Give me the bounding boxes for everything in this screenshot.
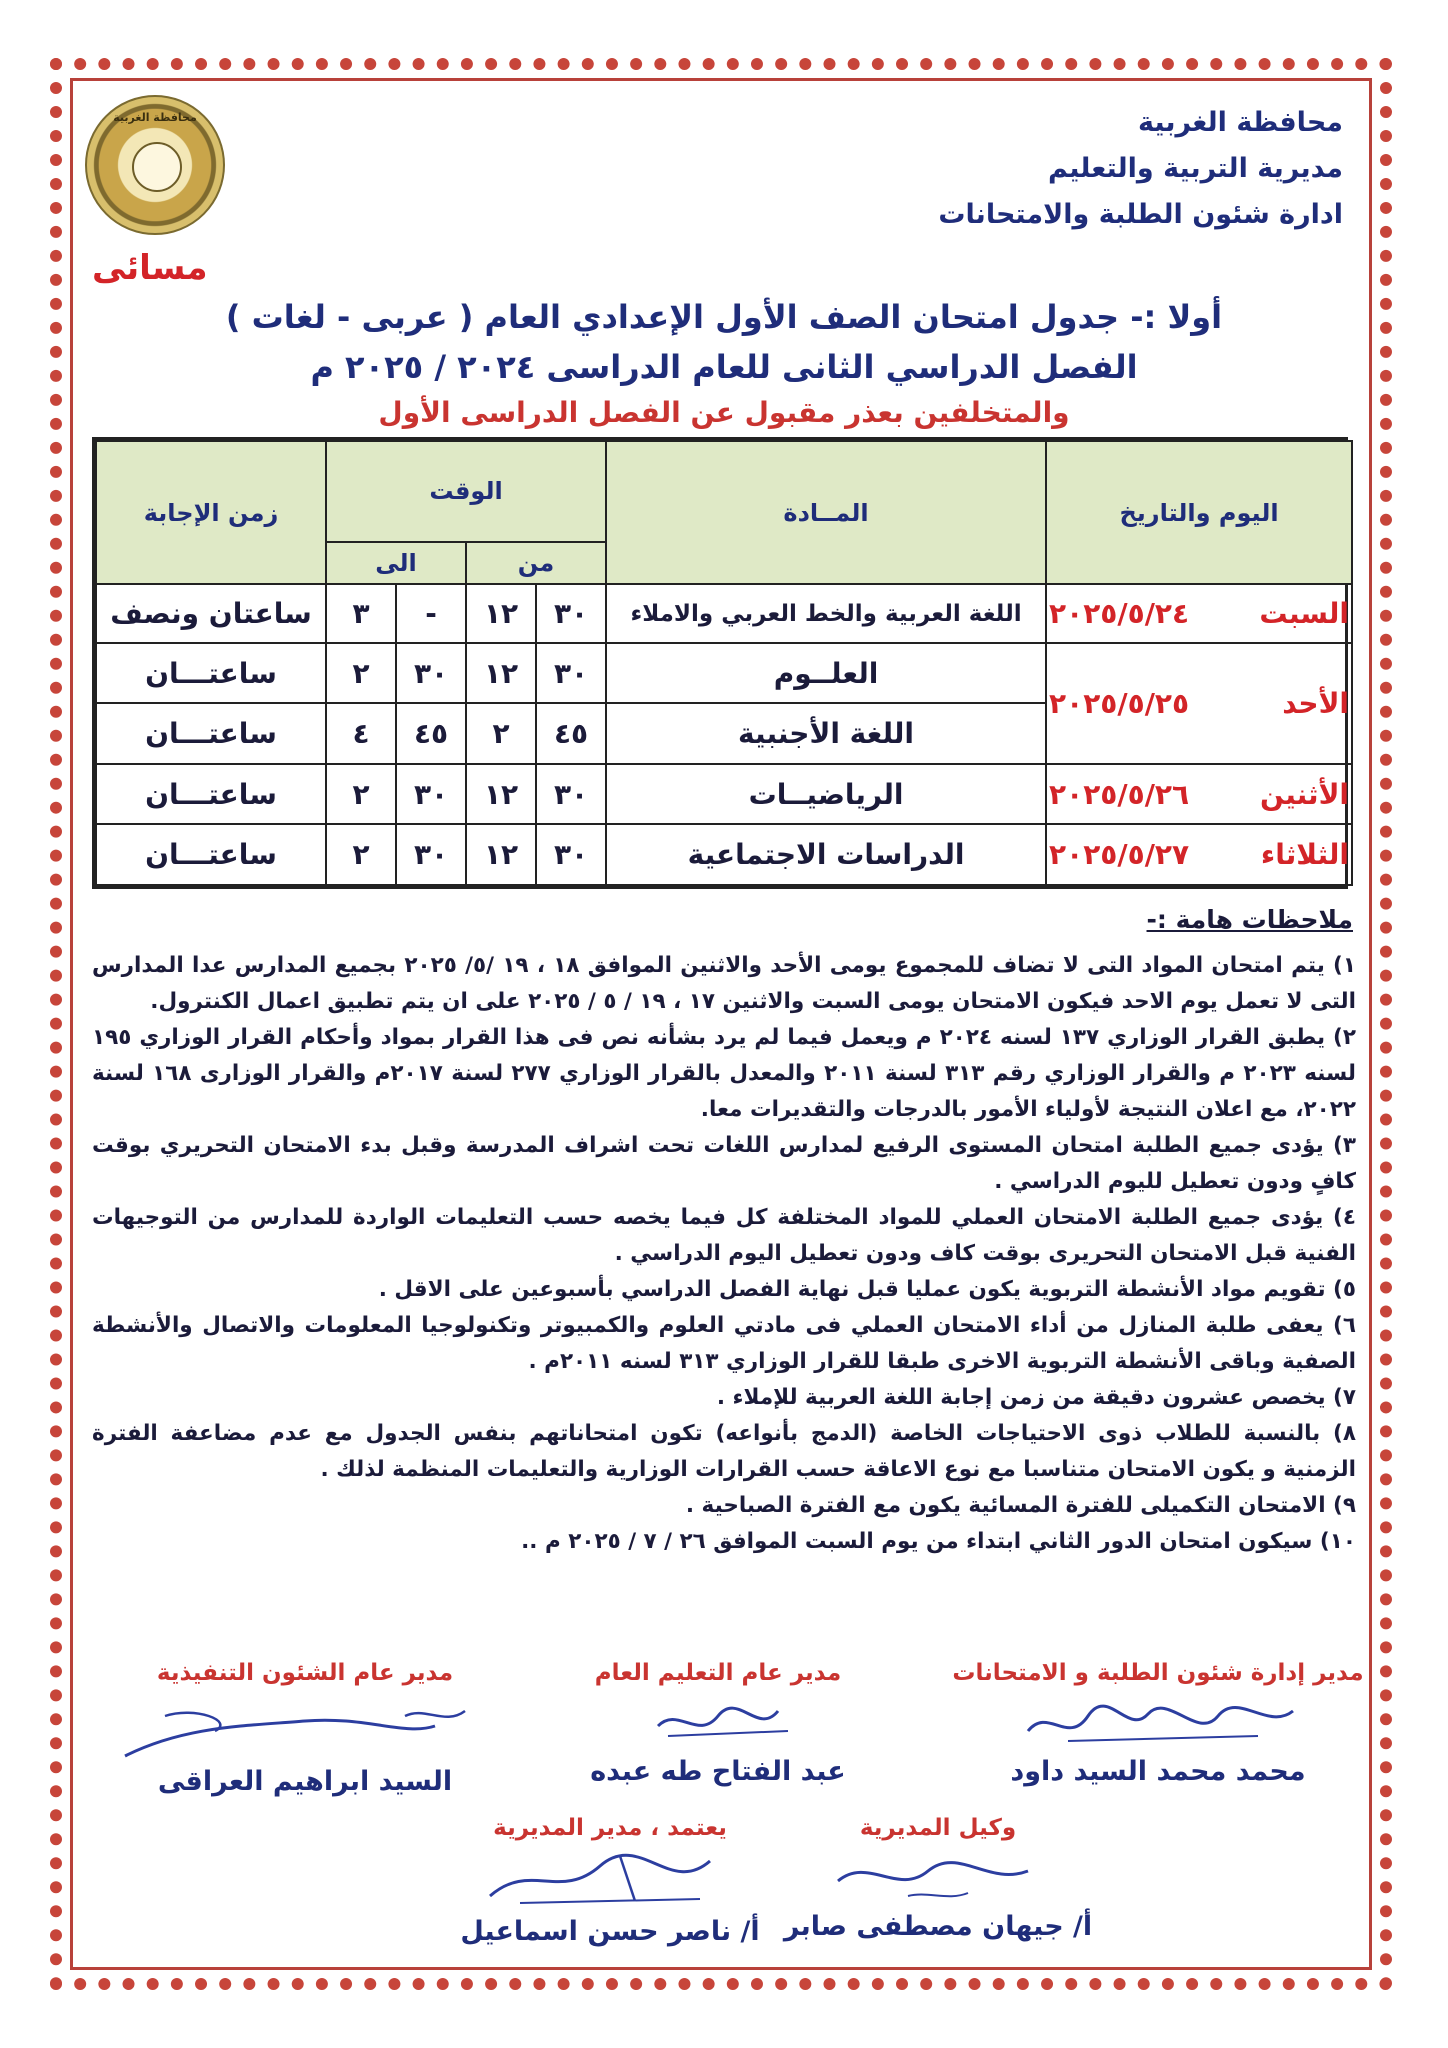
header-to: الى bbox=[326, 542, 466, 584]
from-minute: ٣٠ bbox=[536, 824, 606, 885]
from-minute: ٤٥ bbox=[536, 703, 606, 764]
from-hour: ١٢ bbox=[466, 643, 536, 704]
header-duration: زمن الإجابة bbox=[96, 441, 326, 584]
from-hour: ١٢ bbox=[466, 824, 536, 885]
header-time: الوقت bbox=[326, 441, 606, 542]
day-date-cell: الثلاثاء٢٠٢٥/٥/٢٧ bbox=[1046, 824, 1352, 885]
table-row bbox=[96, 584, 1352, 643]
to-hour: ٣ bbox=[326, 584, 396, 643]
to-hour: ٢ bbox=[326, 764, 396, 825]
signature-role: مدير عام التعليم العام bbox=[594, 1660, 842, 1686]
signature-name: أ/ ناصر حسن اسماعيل bbox=[460, 1916, 760, 1947]
note-item: ٣) يؤدى جميع الطلبة امتحان المستوى الرفيع لمدارس اللغات تحت اشراف المدرسة وقبل بدء الامتحان التحريري بوقت كافٍ ودون تعطيل لليوم الدراسي . bbox=[92, 1133, 1356, 1194]
signature-block-director bbox=[400, 1815, 820, 1947]
duration-cell: ساعتان ونصف bbox=[96, 584, 326, 643]
note-item: ٦) يعفى طلبة المنازل من أداء الامتحان العملي فى مادتي العلوم والكمبيوتر وتكنولوجيا المعلومات والاتصال والأنشطة الصفية وباقى الأنشطة التربوية الاخرى طبقا للقرار الوزاري ٣١٣ لسنه ٢٠١١م . bbox=[92, 1313, 1356, 1374]
logo-text: محافظة الغربية bbox=[113, 111, 197, 124]
note-item: ٩) الامتحان التكميلى للفترة المسائية يكون مع الفترة الصباحية . bbox=[685, 1493, 1356, 1518]
signature-name: السيد ابراهيم العراقى bbox=[157, 1766, 453, 1797]
header-subject: المــادة bbox=[606, 441, 1046, 584]
header-day-date: اليوم والتاريخ bbox=[1046, 441, 1352, 584]
table-row bbox=[96, 643, 1352, 704]
governorate: محافظة الغربية bbox=[1137, 107, 1343, 138]
to-hour: ٢ bbox=[326, 824, 396, 885]
from-hour: ٢ bbox=[466, 703, 536, 764]
subject-cell: اللغة الأجنبية bbox=[606, 703, 1046, 764]
to-minute: - bbox=[396, 584, 466, 643]
title-block bbox=[150, 292, 1298, 434]
title-line-1: أولا :- جدول امتحان الصف الأول الإعدادي العام ( عربى - لغات ) bbox=[225, 298, 1223, 336]
logo bbox=[85, 95, 225, 240]
signature-role: يعتمد ، مدير المديرية bbox=[493, 1815, 727, 1841]
signature-name: عبد الفتاح طه عبده bbox=[590, 1756, 846, 1787]
table-row bbox=[96, 764, 1352, 825]
subject-cell: اللغة العربية والخط العربي والاملاء bbox=[606, 584, 1046, 643]
subject-cell: الرياضيــات bbox=[606, 764, 1046, 825]
to-minute: ٣٠ bbox=[396, 764, 466, 825]
notes-heading: ملاحظات هامة :- bbox=[1146, 905, 1353, 934]
from-minute: ٣٠ bbox=[536, 643, 606, 704]
signature-name: أ/ جيهان مصطفى صابر bbox=[783, 1911, 1093, 1942]
note-item: ٢) يطبق القرار الوزاري ١٣٧ لسنه ٢٠٢٤ م ويعمل فيما لم يرد بشأنه نص فى هذا القرار بمواد وأحكام القرار الوزاري ١٩٥ لسنه ٢٠٢٣ م والقرار الوزاري رقم ٣١٣ لسنة ٢٠١١ والمعدل بالقرار الوزاري ٢٧٧ لسنة ٢٠١٧م والقرار الوزارى ١٦٨ لسنة ٢٠٢٢، مع اعلان النتيجة لأولياء الأمور بالدرجات والتقديرات معا. bbox=[92, 1025, 1356, 1122]
seal-icon bbox=[85, 95, 225, 235]
signature-role: مدير عام الشئون التنفيذية bbox=[156, 1660, 454, 1686]
from-hour: ١٢ bbox=[466, 584, 536, 643]
note-item: ٥) تقويم مواد الأنشطة التربوية يكون عمليا قبل نهاية الفصل الدراسي بأسبوعين على الاقل . bbox=[378, 1277, 1356, 1302]
handwritten-signature-icon bbox=[1008, 1686, 1308, 1756]
duration-cell: ساعتـــان bbox=[96, 764, 326, 825]
to-minute: ٣٠ bbox=[396, 824, 466, 885]
duration-cell: ساعتـــان bbox=[96, 824, 326, 885]
signature-role: مدير إدارة شئون الطلبة و الامتحانات bbox=[952, 1660, 1364, 1686]
notes-list bbox=[92, 948, 1356, 1560]
handwritten-signature-icon bbox=[105, 1686, 505, 1766]
day-date-cell: الأحد٢٠٢٥/٥/٢٥ bbox=[1046, 643, 1352, 764]
exam-schedule-table bbox=[92, 437, 1348, 889]
duration-cell: ساعتـــان bbox=[96, 643, 326, 704]
from-minute: ٣٠ bbox=[536, 764, 606, 825]
table-row bbox=[96, 824, 1352, 885]
note-item: ٨) بالنسبة للطلاب ذوى الاحتياجات الخاصة (الدمج بأنواعه) تكون امتحاناتهم بنفس الجدول مع عدم مضاعفة الفترة الزمنية و يكون الامتحان متناسبا مع نوع الاعاقة حسب القرارات الوزارية والتعليمات المنظمة لذلك . bbox=[92, 1421, 1356, 1482]
evening-label: مسائى bbox=[92, 248, 208, 288]
header-lines bbox=[823, 100, 1343, 238]
note-item: ٤) يؤدى جميع الطلبة الامتحان العملي للمواد المختلفة كل فيما يخصه حسب التعليمات الواردة للمدارس من التوجيهات الفنية قبل الامتحان التحريرى بوقت كاف ودون تعطيل اليوم الدراسي . bbox=[92, 1205, 1356, 1266]
signature-role: وكيل المديرية bbox=[859, 1815, 1017, 1841]
signature-block-general-education bbox=[508, 1660, 928, 1787]
signature-block-students-affairs bbox=[948, 1660, 1368, 1787]
signature-name: محمد محمد السيد داود bbox=[1010, 1756, 1306, 1787]
handwritten-signature-icon bbox=[460, 1841, 760, 1916]
to-minute: ٤٥ bbox=[396, 703, 466, 764]
handwritten-signature-icon bbox=[618, 1686, 818, 1756]
header-from: من bbox=[466, 542, 606, 584]
to-hour: ٤ bbox=[326, 703, 396, 764]
day-date-cell: السبت٢٠٢٥/٥/٢٤ bbox=[1046, 584, 1352, 643]
title-line-3: والمتخلفين بعذر مقبول عن الفصل الدراسى الأول bbox=[378, 396, 1070, 429]
duration-cell: ساعتـــان bbox=[96, 703, 326, 764]
from-hour: ١٢ bbox=[466, 764, 536, 825]
day-date-cell: الأثنين٢٠٢٥/٥/٢٦ bbox=[1046, 764, 1352, 825]
department: ادارة شئون الطلبة والامتحانات bbox=[938, 199, 1343, 230]
to-hour: ٢ bbox=[326, 643, 396, 704]
note-item: ١) يتم امتحان المواد التى لا تضاف للمجموع يومى الأحد والاثنين الموافق ١٨ ، ١٩ /٥/ ٢٠٢٥ بجميع المدارس عدا المدارس التى لا تعمل يوم الاحد فيكون الامتحان يومى السبت والاثنين ١٧ ، ١٩ / ٥ / ٢٠٢٥ على ان يتم تطبيق اعمال الكنترول. bbox=[92, 953, 1357, 1014]
logo-center bbox=[132, 142, 182, 192]
subject-cell: العلــوم bbox=[606, 643, 1046, 704]
title-line-2: الفصل الدراسي الثانى للعام الدراسى ٢٠٢٤ / ٢٠٢٥ م bbox=[310, 348, 1138, 386]
from-minute: ٣٠ bbox=[536, 584, 606, 643]
to-minute: ٣٠ bbox=[396, 643, 466, 704]
subject-cell: الدراسات الاجتماعية bbox=[606, 824, 1046, 885]
handwritten-signature-icon bbox=[808, 1841, 1068, 1911]
note-item: ٧) يخصص عشرون دقيقة من زمن إجابة اللغة العربية للإملاء . bbox=[716, 1385, 1356, 1410]
directorate: مديرية التربية والتعليم bbox=[1048, 153, 1343, 184]
note-item: ١٠) سيكون امتحان الدور الثاني ابتداء من يوم السبت الموافق ٢٦ / ٧ / ٢٠٢٥ م .. bbox=[521, 1529, 1356, 1554]
signature-block-executive-affairs bbox=[95, 1660, 515, 1797]
